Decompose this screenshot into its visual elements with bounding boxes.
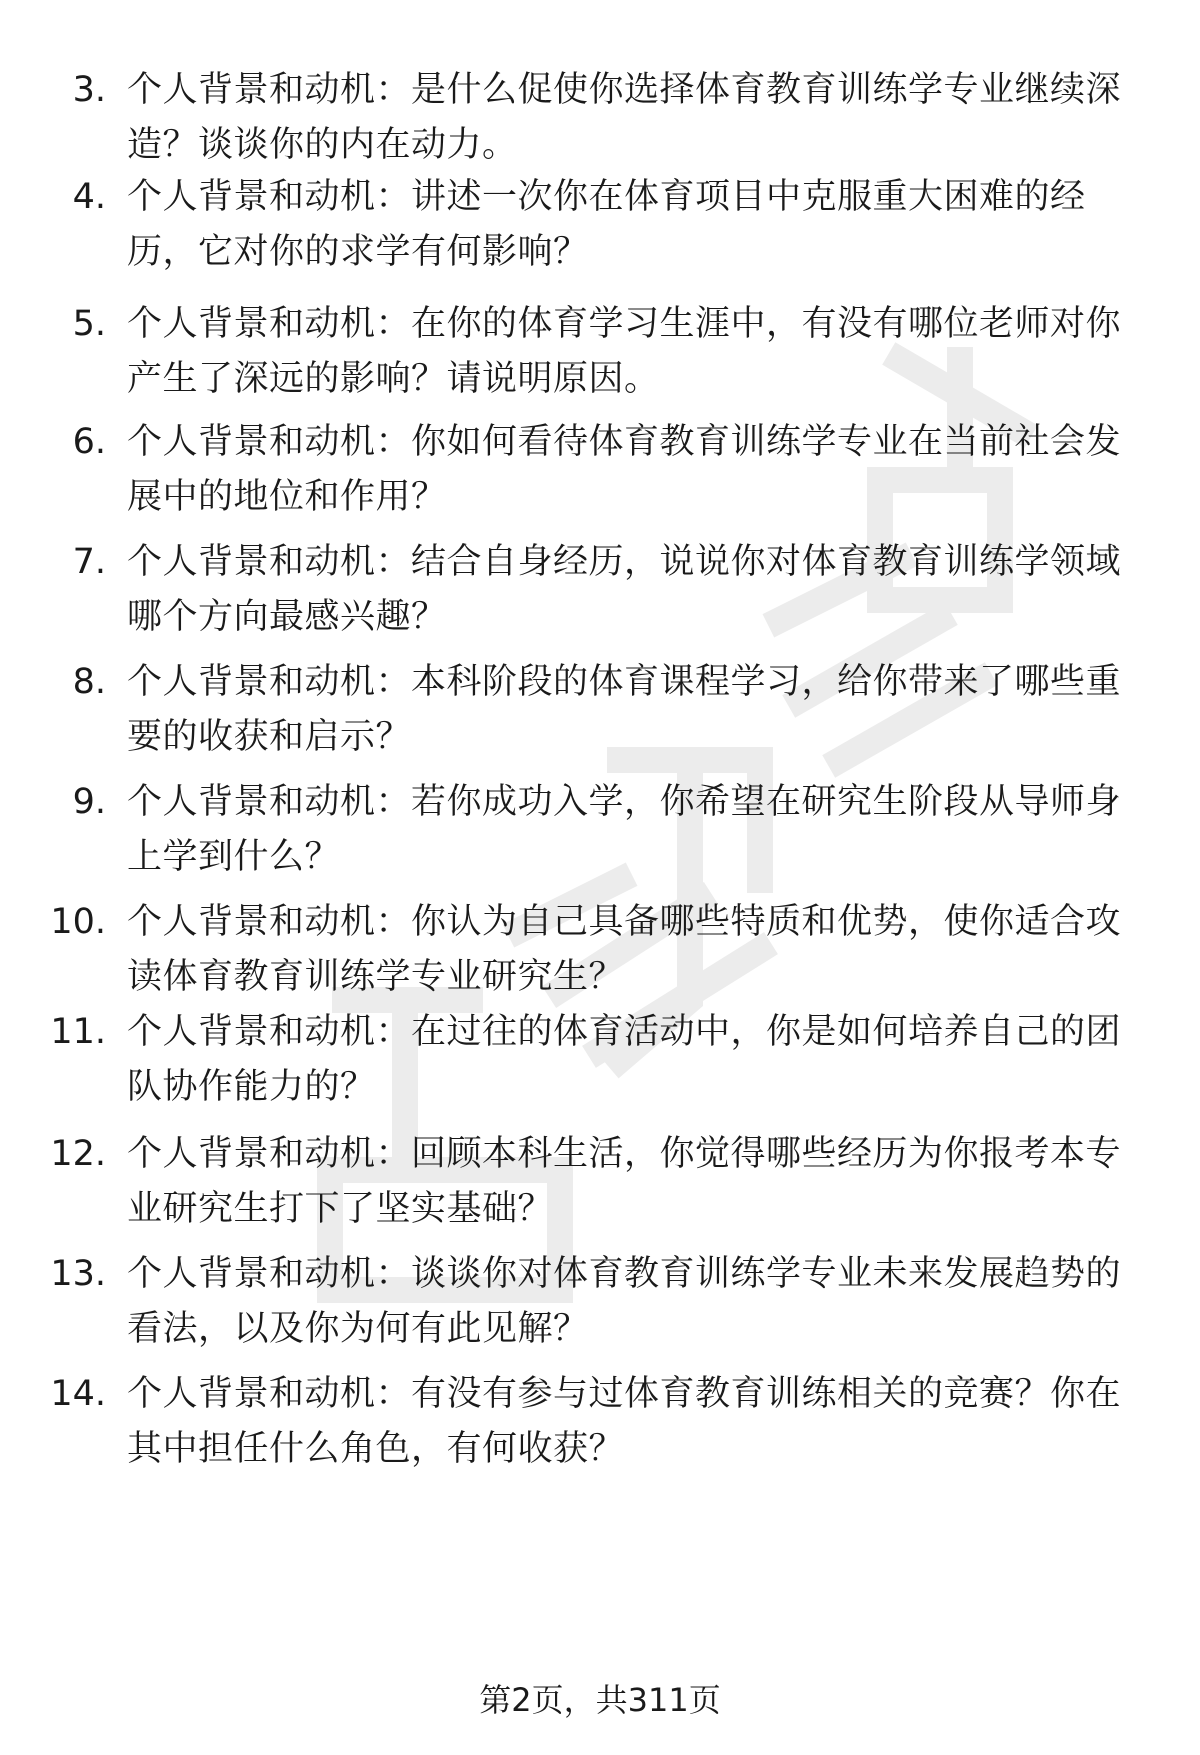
question-text: 个人背景和动机：在过往的体育活动中，你是如何培养自己的团队协作能力的？ xyxy=(127,1012,1122,1107)
list-item xyxy=(0,297,1200,417)
question-number: 6. xyxy=(72,422,106,462)
question-number: 5. xyxy=(72,304,106,344)
page-footer: 第2页，共311页 xyxy=(479,1681,721,1719)
list-item xyxy=(0,895,1200,1015)
question-text: 个人背景和动机：是什么促使你选择体育教育训练学专业继续深造？谈谈你的内在动力。 xyxy=(127,70,1122,165)
question-text: 个人背景和动机：在你的体育学习生涯中，有没有哪位老师对你产生了深远的影响？请说明原因。 xyxy=(127,304,1122,399)
question-text: 个人背景和动机：回顾本科生活，你觉得哪些经历为你报考本专业研究生打下了坚实基础？ xyxy=(127,1134,1122,1229)
question-number: 4. xyxy=(72,177,106,217)
question-text: 个人背景和动机：你认为自己具备哪些特质和优势，使你适合攻读体育教育训练学专业研究生？ xyxy=(127,902,1122,997)
question-number: 7. xyxy=(72,542,106,582)
list-item xyxy=(0,415,1200,535)
question-number: 11. xyxy=(50,1012,106,1052)
question-text: 个人背景和动机：讲述一次你在体育项目中克服重大困难的经历，它对你的求学有何影响？ xyxy=(127,177,1086,272)
list-item xyxy=(0,1367,1200,1487)
list-item xyxy=(0,1247,1200,1367)
question-number: 9. xyxy=(72,782,106,822)
question-number: 3. xyxy=(72,70,106,110)
question-text: 个人背景和动机：谈谈你对体育教育训练学专业未来发展趋势的看法，以及你为何有此见解？ xyxy=(127,1254,1122,1349)
question-text: 个人背景和动机：你如何看待体育教育训练学专业在当前社会发展中的地位和作用？ xyxy=(127,422,1122,517)
question-number: 14. xyxy=(50,1374,106,1414)
list-item xyxy=(0,775,1200,895)
question-number: 13. xyxy=(50,1254,106,1294)
question-number: 10. xyxy=(50,902,106,942)
question-text: 个人背景和动机：本科阶段的体育课程学习，给你带来了哪些重要的收获和启示？ xyxy=(127,662,1122,757)
question-text: 个人背景和动机：有没有参与过体育教育训练相关的竞赛？你在其中担任什么角色，有何收获？ xyxy=(127,1374,1122,1469)
question-number: 8. xyxy=(72,662,106,702)
list-item xyxy=(0,63,1200,183)
question-text: 个人背景和动机：若你成功入学，你希望在研究生阶段从导师身上学到什么？ xyxy=(127,782,1122,877)
question-number: 12. xyxy=(50,1134,106,1174)
list-item xyxy=(0,655,1200,775)
question-text: 个人背景和动机：结合自身经历，说说你对体育教育训练学领域哪个方向最感兴趣？ xyxy=(127,542,1122,637)
list-item xyxy=(0,1005,1200,1125)
list-item xyxy=(0,1127,1200,1247)
list-item xyxy=(0,535,1200,655)
list-item xyxy=(0,170,1200,290)
